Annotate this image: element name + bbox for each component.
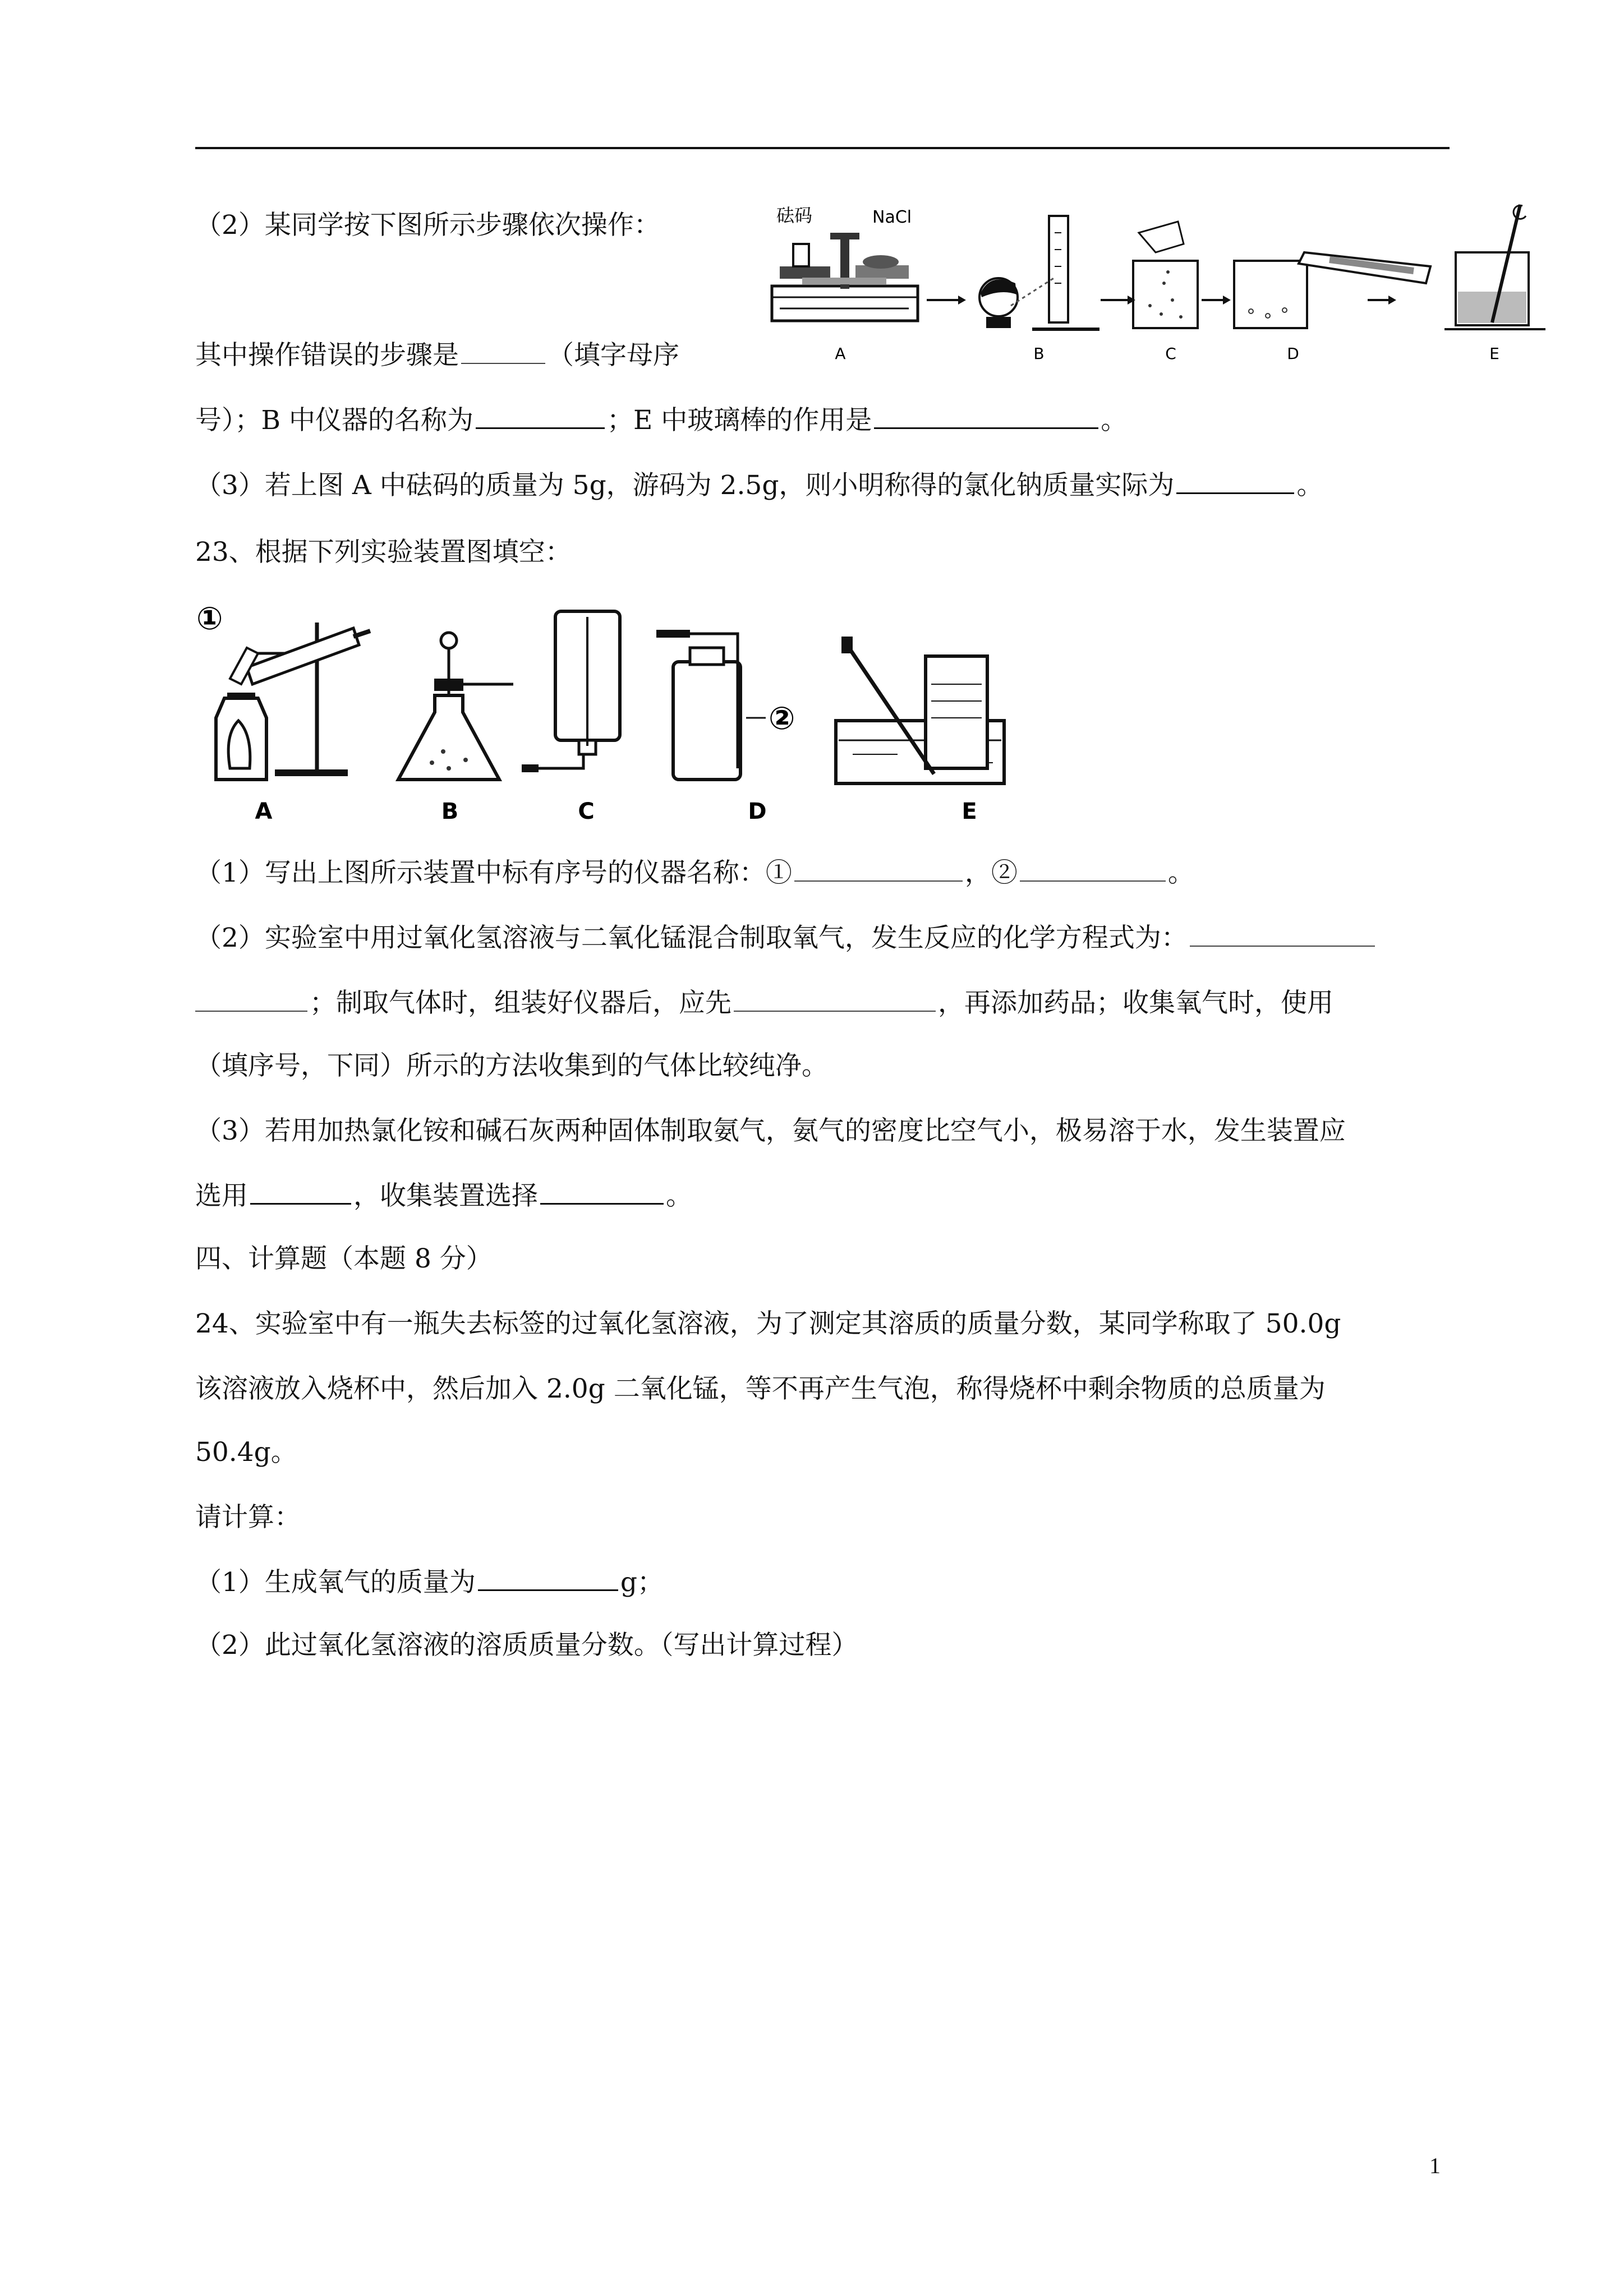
apparatus-d-upward-icon (656, 630, 795, 780)
header-rule (195, 147, 1450, 149)
beaker-stirring-icon (1444, 205, 1545, 329)
q23-p1-c: 。 (1167, 857, 1194, 888)
answer-blank-equation-part1[interactable] (1190, 923, 1375, 947)
q23-p1 (195, 856, 1194, 890)
answer-blank-actual-mass[interactable] (1176, 470, 1294, 494)
q24-line1-text: 24、实验室中有一瓶失去标签的过氧化氢溶液，为了测定其溶质的质量分数，某同学称取了 50.0g (195, 1308, 1341, 1339)
apparatus-b-flask-icon (398, 633, 513, 780)
q23-p3-line1 (195, 1114, 1346, 1148)
answer-blank-collector[interactable] (540, 1181, 664, 1205)
q24-line2-text: 该溶液放入烧杯中，然后加入 2.0g 二氧化锰，等不再产生气泡，称得烧杯中剩余物质的总质量为 (195, 1373, 1326, 1404)
apparatus-label-d: D (748, 799, 767, 824)
apparatus-label-e: E (961, 799, 977, 824)
beaker-adding-water-icon (1234, 252, 1430, 328)
answer-blank-first-step[interactable] (734, 988, 936, 1012)
q24-prompt-text: 请计算： (195, 1502, 301, 1533)
section4-title (195, 1242, 493, 1276)
balance-icon (772, 205, 918, 321)
q22-p2-line3-c: 。 (1101, 405, 1128, 436)
q23-p3-a: （3）若用加热氯化铵和碱石灰两种固体制取氨气，氨气的密度比空气小，极易溶于水，发生装置应 (195, 1115, 1346, 1146)
q23-p2-line2 (195, 986, 1333, 1020)
q23-title-text: 23、根据下列实验装置图填空： (195, 537, 572, 568)
apparatus-label-a: A (255, 799, 273, 824)
answer-blank-instrument-1[interactable] (794, 858, 963, 882)
step-label-a: A (835, 344, 846, 363)
q24-p1-b: g； (620, 1567, 664, 1598)
step-label-d: D (1287, 344, 1299, 363)
q22-p2-intro (195, 209, 660, 242)
section4-title-text: 四、计算题（本题 8 分） (195, 1243, 493, 1274)
q23-p1-a: （1）写出上图所示装置中标有序号的仪器名称：① (195, 857, 792, 888)
answer-blank-generator[interactable] (250, 1181, 351, 1205)
q23-p2-line3 (195, 1049, 828, 1083)
q24-prompt (195, 1501, 301, 1534)
q22-p3-text: （3）若上图 A 中砝码的质量为 5g，游码为 2.5g，则小明称得的氯化钠质量实际为 (195, 470, 1175, 501)
q23-p2-b: ；制取气体时，组装好仪器后，应先 (310, 988, 732, 1018)
q24-line3 (195, 1436, 297, 1469)
beaker-pouring-icon (1133, 222, 1198, 328)
answer-blank-equation-part2[interactable] (195, 988, 307, 1012)
q23-p3-c: ，收集装置选择 (353, 1181, 538, 1211)
page-number: 1 (1429, 2153, 1441, 2178)
step-label-b: B (1033, 344, 1045, 363)
q22-p3-end: 。 (1296, 470, 1323, 501)
q23-p3-d: 。 (666, 1181, 692, 1211)
q22-p2-line3-b: ；E 中玻璃棒的作用是 (606, 405, 872, 436)
answer-blank-instrument-2[interactable] (1020, 858, 1166, 882)
answer-blank-oxygen-mass[interactable] (478, 1567, 618, 1591)
answer-blank-wrong-step[interactable] (461, 340, 545, 364)
measuring-cylinder-icon (979, 216, 1099, 329)
q24-line1 (195, 1307, 1341, 1341)
q22-p2-line2 (195, 339, 679, 372)
step-label-e: E (1489, 344, 1499, 363)
q24-line3-text: 50.4g。 (195, 1437, 297, 1468)
nacl-label: NaCl (872, 208, 912, 227)
q23-apparatus-figure (196, 600, 1055, 824)
q23-p2-c: ，再添加药品；收集氧气时，使用 (938, 988, 1333, 1018)
apparatus-e-water-trough-icon (836, 637, 1004, 783)
q23-p3-b: 选用 (195, 1181, 248, 1211)
q23-p3-line2 (195, 1179, 692, 1213)
q23-p2-d: （填序号，下同）所示的方法收集到的气体比较纯净。 (195, 1050, 828, 1081)
apparatus-label-b: B (441, 799, 459, 824)
q22-p2-line2-end: （填字母序 (548, 340, 679, 371)
q23-title (195, 536, 572, 569)
q23-p1-b: ，② (964, 857, 1018, 888)
q23-p2-a: （2）实验室中用过氧化氢溶液与二氧化锰混合制取氧气，发生反应的化学方程式为： (195, 923, 1188, 953)
q22-steps-figure (769, 199, 1548, 370)
q22-p2-intro-text: （2）某同学按下图所示步骤依次操作： (195, 210, 660, 241)
q24-p1-a: （1）生成氧气的质量为 (195, 1567, 476, 1598)
answer-blank-rod-purpose[interactable] (874, 405, 1098, 429)
q22-p3 (195, 469, 1323, 502)
apparatus-a-heating-icon (216, 623, 370, 780)
q24-p2-text: （2）此过氧化氢溶液的溶质质量分数。（写出计算过程） (195, 1630, 858, 1661)
q23-p2-line1 (195, 921, 1377, 955)
answer-blank-instrument-name[interactable] (476, 405, 605, 429)
apparatus-label-c: C (578, 799, 595, 824)
apparatus-c-downward-icon (522, 611, 620, 772)
weights-label: 砝码 (776, 205, 813, 226)
marker-2: ② (769, 700, 795, 737)
q24-line2 (195, 1372, 1326, 1406)
q22-p2-line3 (195, 404, 1127, 437)
q22-p2-line3-a: 号）；B 中仪器的名称为 (195, 405, 473, 436)
q24-p2 (195, 1629, 858, 1662)
q24-p1 (195, 1566, 664, 1599)
q22-p2-line2-text: 其中操作错误的步骤是 (195, 340, 459, 371)
step-label-c: C (1165, 344, 1176, 363)
marker-1: ① (196, 601, 223, 637)
